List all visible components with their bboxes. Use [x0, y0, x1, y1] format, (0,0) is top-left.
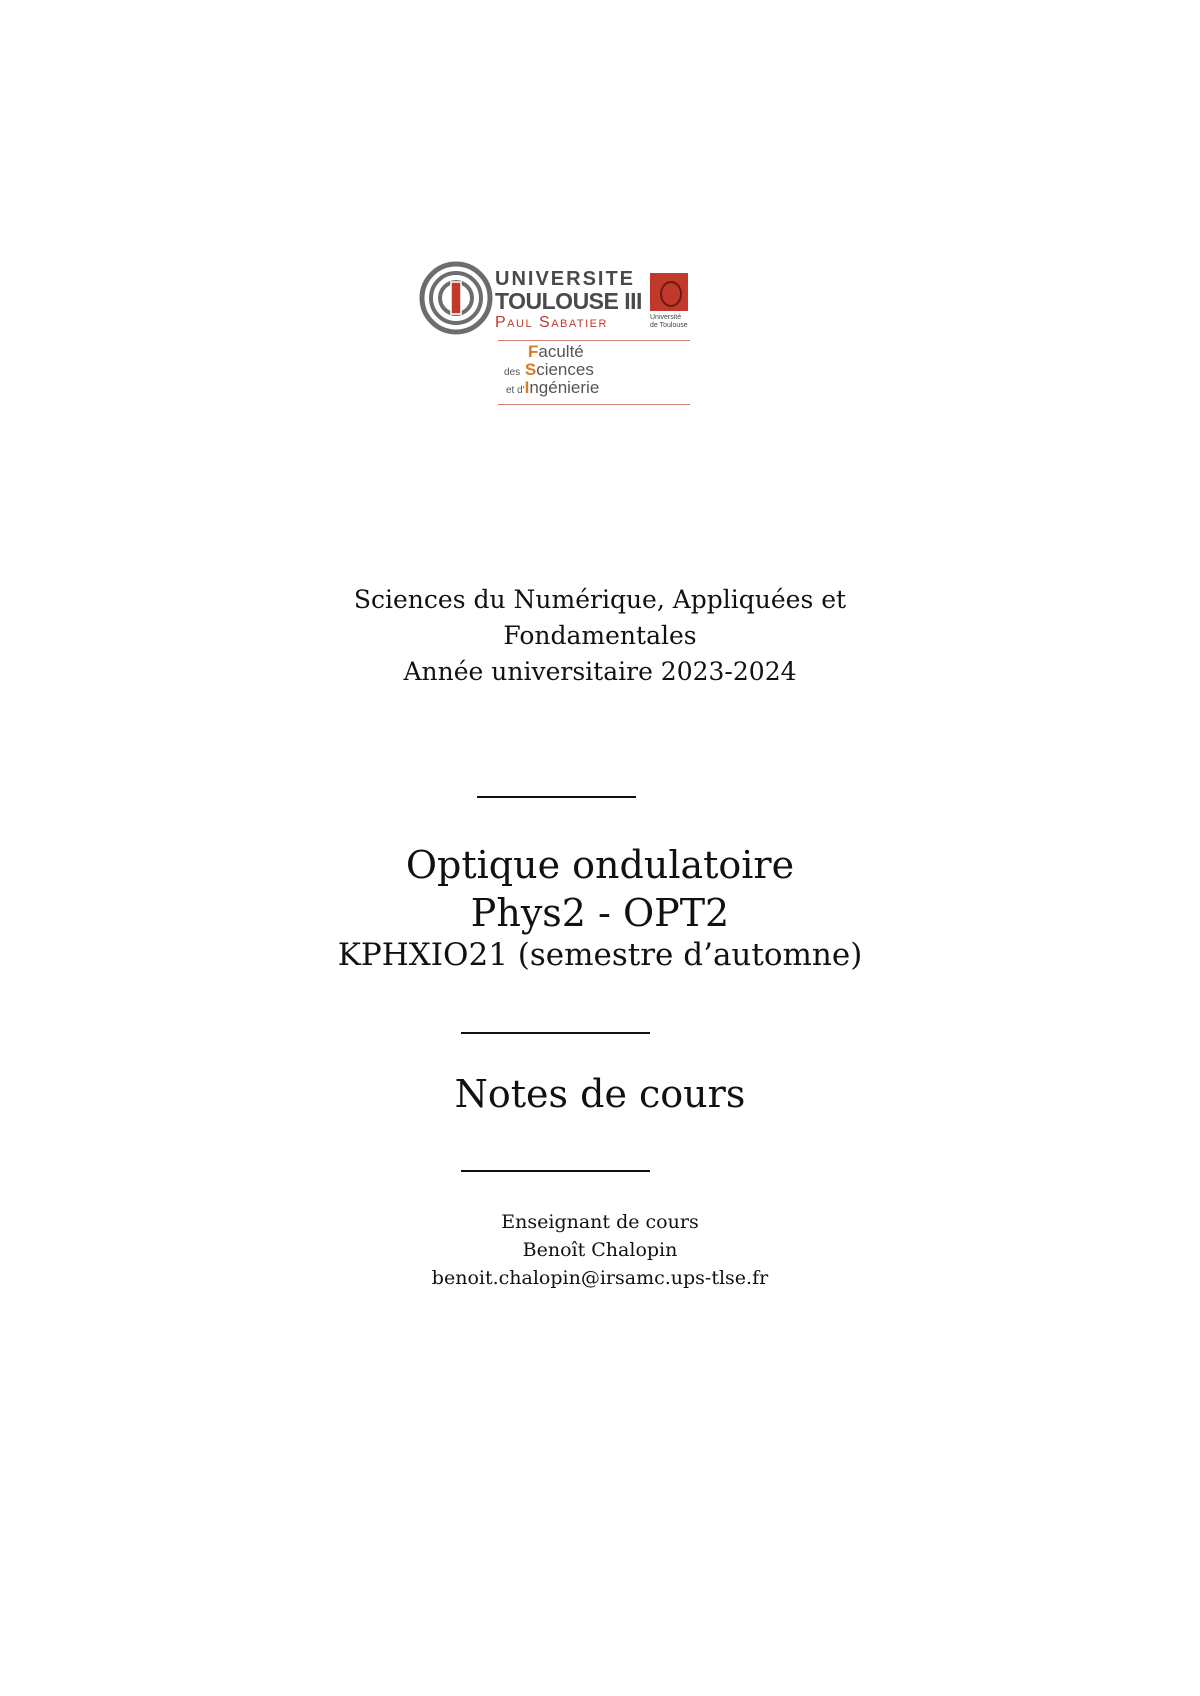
- divider-2: [461, 1032, 650, 1034]
- logo-divider-bottom: [498, 404, 690, 405]
- program-header: [0, 582, 1200, 690]
- logo-university-line1: UNIVERSITE: [495, 268, 636, 290]
- document-type: Notes de cours: [454, 1072, 746, 1116]
- teacher-email: benoit.chalopin@irsamc.ups-tlse.fr: [431, 1267, 769, 1289]
- university-logo: [418, 258, 693, 408]
- divider-1: [477, 796, 636, 798]
- logo-small-text-line1: Université: [650, 314, 682, 321]
- course-code: KPHXIO21 (semestre d’automne): [337, 937, 863, 973]
- teacher-role: Enseignant de cours: [501, 1211, 699, 1233]
- logo-university-line3: Paul Sabatier: [495, 314, 608, 331]
- teacher-block: [0, 1208, 1200, 1292]
- course-short-code: Phys2 - OPT2: [470, 891, 730, 935]
- logo-small-text: [650, 314, 688, 330]
- program-line2: Fondamentales: [503, 621, 697, 650]
- divider-3: [461, 1170, 650, 1172]
- logo-university-line2: TOULOUSE III: [495, 288, 642, 314]
- logo-divider-top: [498, 340, 690, 341]
- logo-small-text-line2: de Toulouse: [650, 322, 688, 329]
- course-title-block: [0, 841, 1200, 973]
- academic-year: Année universitaire 2023-2024: [403, 657, 797, 686]
- course-title: Optique ondulatoire: [405, 843, 795, 887]
- logo-faculty-line1: Faculté: [528, 342, 584, 361]
- logo-faculty-line2: des Sciences: [504, 360, 594, 379]
- logo-faculty-line3: et d'Ingénierie: [506, 378, 600, 397]
- university-emblem-icon: [418, 260, 494, 336]
- teacher-name: Benoît Chalopin: [522, 1239, 678, 1261]
- logo-red-square-icon: [650, 273, 688, 311]
- program-line1: Sciences du Numérique, Appliquées et: [353, 585, 847, 614]
